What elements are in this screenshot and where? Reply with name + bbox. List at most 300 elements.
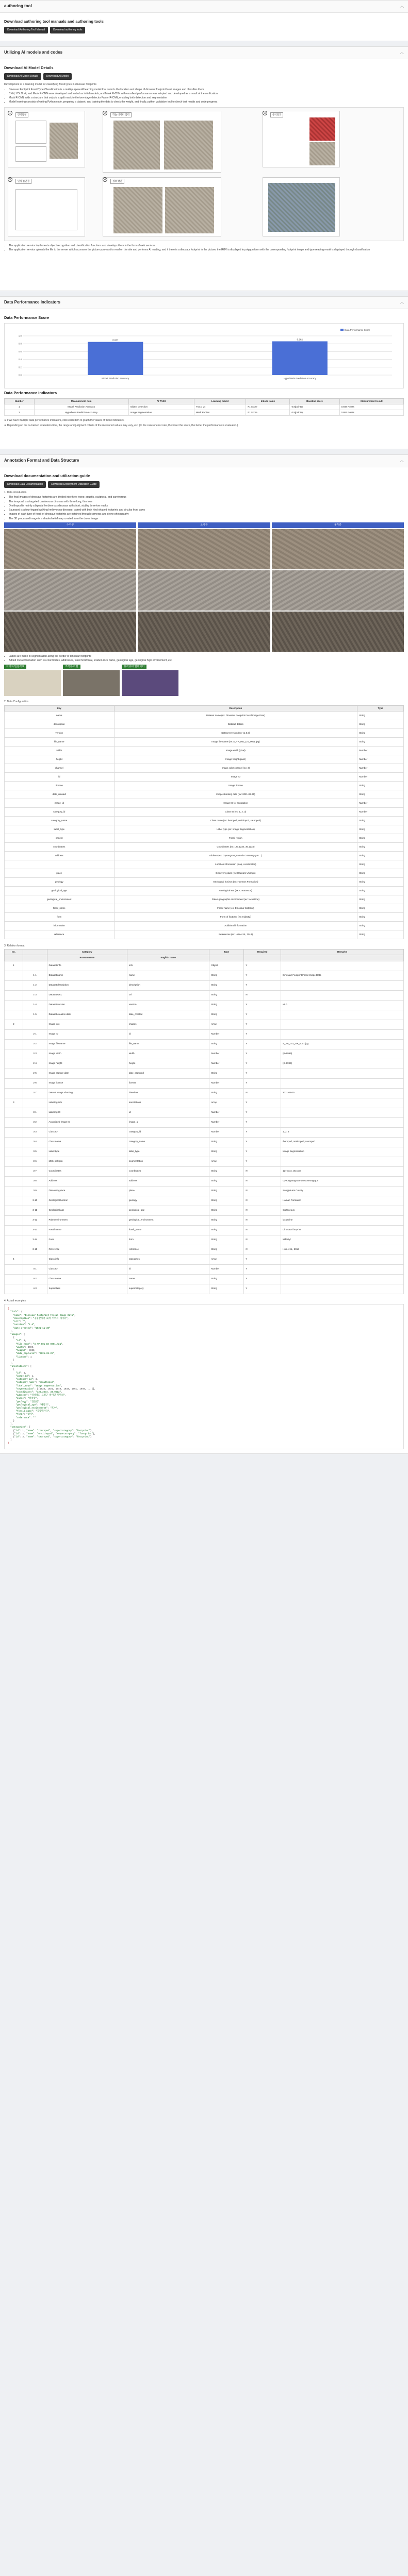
- table-cell: Form of footprint (ex: tridactyl): [114, 912, 357, 921]
- table-cell: 2-6: [23, 1078, 47, 1088]
- section-title: Utilizing AI models and codes: [4, 49, 63, 55]
- table-row: [5, 746, 404, 755]
- table-cell: height: [127, 1059, 209, 1069]
- table-cell: String: [209, 1010, 244, 1020]
- step-label: 인식 불안정: [15, 179, 31, 184]
- table-cell: Object: [209, 961, 244, 971]
- table-cell: geological_environment: [5, 895, 115, 904]
- table-row: [5, 755, 404, 764]
- table-cell: String: [209, 1147, 244, 1157]
- table-cell: Class ID: [47, 1264, 127, 1274]
- section-title: authoring tool: [4, 4, 32, 9]
- table-cell: 2-7: [23, 1088, 47, 1098]
- table-row: [5, 1010, 404, 1020]
- table-cell: String: [209, 1069, 244, 1078]
- table-row: [5, 816, 404, 825]
- table-cell: Image Segmentation: [128, 410, 194, 416]
- table-cell: 3-5: [23, 1147, 47, 1157]
- table-row: [5, 799, 404, 807]
- table-cell: coordinates: [5, 842, 115, 851]
- table-cell: String: [209, 1137, 244, 1147]
- column-header: Number: [5, 399, 35, 404]
- table-cell: Hypothesis Prediction Accuracy: [34, 410, 128, 416]
- table-cell: Cretaceous: [281, 1206, 403, 1215]
- table-cell: [5, 1108, 23, 1117]
- table-cell: Y: [244, 1020, 281, 1029]
- table-cell: String: [209, 1284, 244, 1294]
- table-cell: String: [209, 1225, 244, 1235]
- download-tools-button[interactable]: Download authoring tools: [50, 27, 85, 33]
- column-header: English name: [127, 955, 209, 961]
- table-row: [5, 1127, 404, 1137]
- column-header: Category: [47, 950, 127, 955]
- table-cell: 1-1: [23, 971, 47, 980]
- step-label: 분석결과: [270, 112, 283, 117]
- table-row: [5, 1186, 404, 1196]
- table-cell: Additional information: [114, 921, 357, 930]
- table-cell: (0~9999): [281, 1049, 403, 1059]
- download-documentation-button[interactable]: Download Data Documentation: [4, 481, 46, 488]
- annotation-section: [0, 454, 408, 1454]
- chevron-up-icon[interactable]: ︿: [400, 4, 404, 9]
- table-cell: String: [357, 930, 404, 939]
- table-cell: Y: [244, 1108, 281, 1117]
- table-cell: width: [5, 746, 115, 755]
- table-cell: String: [209, 1088, 244, 1098]
- table-cell: Dataset info: [47, 961, 127, 971]
- table-cell: [5, 1137, 23, 1147]
- table-cell: description: [127, 980, 209, 990]
- table-cell: Image info: [47, 1020, 127, 1029]
- column-header: Remarks: [281, 950, 403, 955]
- step-number: 3: [263, 111, 267, 115]
- footprint-photo: [113, 187, 162, 233]
- ai-bullet-list-2: [4, 244, 404, 252]
- table-cell: 3-13: [23, 1225, 47, 1235]
- table-cell: geological_environment: [127, 1215, 209, 1225]
- type-label: 용각류: [272, 522, 404, 528]
- table-cell: Y: [244, 1039, 281, 1049]
- table-row: [5, 851, 404, 860]
- step-number: 4: [103, 177, 107, 182]
- chart-heading: Data Performance Score: [4, 315, 50, 320]
- table-cell: geology: [127, 1196, 209, 1206]
- table-row: [5, 1147, 404, 1157]
- table-cell: 1: [5, 404, 35, 410]
- table-cell: 1-3: [23, 990, 47, 1000]
- bullet-item: • Model learning consists of writing Python code, preparing a dataset, and training the data to check the weight, and finally, python validation tool to check test results and code progress: [9, 100, 404, 104]
- table-cell: categories: [127, 1255, 209, 1264]
- table-row: [5, 1069, 404, 1078]
- table-cell: supercategory: [127, 1284, 209, 1294]
- table-cell: description: [5, 720, 115, 728]
- table-cell: Array: [209, 1098, 244, 1108]
- table-row: [5, 728, 404, 737]
- table-cell: 4-2: [23, 1274, 47, 1284]
- table-cell: String: [357, 877, 404, 886]
- section-title: Data Performance Indicators: [4, 300, 60, 305]
- data-label: 0.847: [112, 338, 119, 342]
- table-cell: [5, 1127, 23, 1137]
- table-cell: [5, 1196, 23, 1206]
- table-cell: reference: [127, 1245, 209, 1255]
- table-cell: YOLO v4: [194, 404, 246, 410]
- table-cell: Y: [244, 1284, 281, 1294]
- table-cell: String: [357, 912, 404, 921]
- table-cell: Geological horizon: [47, 1196, 127, 1206]
- chevron-up-icon[interactable]: ︿: [400, 300, 404, 305]
- app-screen: [15, 121, 46, 144]
- table-cell: String: [209, 1166, 244, 1176]
- table-cell: Y: [244, 1049, 281, 1059]
- table-cell: Y: [244, 1147, 281, 1157]
- table-row: [5, 1176, 404, 1186]
- performance-table: [4, 398, 404, 416]
- label-example-image: [122, 670, 178, 696]
- table-cell: String: [357, 842, 404, 851]
- table-cell: [281, 1078, 403, 1088]
- column-header: Baseline score: [290, 399, 339, 404]
- column-header: Key: [5, 705, 115, 711]
- column-header: AI TASK: [128, 399, 194, 404]
- table-cell: annotations: [127, 1098, 209, 1108]
- table-cell: String: [209, 971, 244, 980]
- table-cell: String: [209, 980, 244, 990]
- table-cell: date_captured: [127, 1069, 209, 1078]
- table-cell: S_YP_001_DX_0001.jpg: [281, 1039, 403, 1049]
- download-guide-button[interactable]: Download Deployment Utilization Guide: [48, 481, 100, 488]
- table-cell: 0.8(points): [290, 410, 339, 416]
- table-cell: 2021-09-25: [281, 1088, 403, 1098]
- table-row: [5, 410, 404, 416]
- ornithopod-image: [138, 612, 270, 652]
- config-heading: 2. Data Configuration: [4, 700, 29, 703]
- table-cell: Dataset URL: [47, 990, 127, 1000]
- table-cell: N: [244, 1088, 281, 1098]
- table-cell: 1, 2, 3: [281, 1127, 403, 1137]
- column-header: No.: [5, 950, 23, 955]
- table-cell: Location information (map, coordinates): [114, 860, 357, 869]
- table-cell: Image ID for annotation: [114, 799, 357, 807]
- table-cell: [5, 1000, 23, 1010]
- table-cell: Y: [244, 1059, 281, 1069]
- table-cell: 3-8: [23, 1176, 47, 1186]
- table-cell: 3-15: [23, 1245, 47, 1255]
- table-row: [5, 1215, 404, 1225]
- bullet-item: • Images of each type of fossil of dinosaur footprints are obtained through cameras and drone photography: [9, 513, 404, 516]
- table-cell: N: [244, 1186, 281, 1196]
- table-cell: Object Detection: [128, 404, 194, 410]
- table-row: [5, 1157, 404, 1166]
- table-cell: Mask R-CNN: [194, 410, 246, 416]
- table-row: [5, 1137, 404, 1147]
- table-cell: Number: [357, 764, 404, 772]
- table-cell: date_created: [127, 1010, 209, 1020]
- table-cell: date_created: [5, 790, 115, 799]
- column-header: [23, 955, 47, 961]
- table-cell: 3-2: [23, 1117, 47, 1127]
- table-cell: [5, 1049, 23, 1059]
- label-example-image: [63, 670, 120, 696]
- step-4: [103, 177, 221, 236]
- table-cell: 2-5: [23, 1069, 47, 1078]
- table-cell: String: [357, 720, 404, 728]
- table-cell: [281, 1117, 403, 1127]
- column-header: Korean name: [47, 955, 127, 961]
- table-cell: Y: [244, 1255, 281, 1264]
- theropod-image: [4, 612, 136, 652]
- table-cell: file_name: [5, 737, 115, 746]
- column-header: Measurement item: [34, 399, 128, 404]
- step-5: [8, 177, 85, 236]
- config-table: [4, 705, 404, 939]
- table-cell: Label type: [47, 1147, 127, 1157]
- table-cell: Number: [209, 1264, 244, 1274]
- table-row: [5, 1029, 404, 1039]
- table-cell: (0~9999): [281, 1059, 403, 1069]
- table-cell: Y: [244, 1264, 281, 1274]
- table-cell: geological_age: [127, 1206, 209, 1215]
- annotation-bullets: [4, 496, 404, 520]
- table-cell: Y: [244, 1000, 281, 1010]
- table-cell: [5, 1186, 23, 1196]
- sauropod-image: [272, 570, 404, 611]
- table-cell: [281, 1010, 403, 1020]
- table-row: [5, 1196, 404, 1206]
- table-cell: id: [5, 772, 115, 781]
- table-cell: [5, 1117, 23, 1127]
- table-cell: [5, 1284, 23, 1294]
- table-cell: 3-14: [23, 1235, 47, 1245]
- table-cell: license: [127, 1078, 209, 1088]
- chevron-up-icon[interactable]: ︿: [400, 49, 404, 55]
- table-cell: Image file name (ex: S_YP_001_DX_0001.jpg): [114, 737, 357, 746]
- table-cell: Paleoenvironment: [47, 1215, 127, 1225]
- table-cell: Image width (pixel): [114, 746, 357, 755]
- table-cell: 1-2: [23, 980, 47, 990]
- bullet-item: • Dinosaur Footprint Fossil Type Classification is a multi-purpose AI learning model that detects the location and shape of dinosaur footprint fossil images and classifies them: [9, 88, 404, 92]
- column-header: Type: [209, 950, 244, 955]
- ai-model-header[interactable]: [0, 47, 408, 59]
- table-cell: String: [209, 1245, 244, 1255]
- bullet-item: • Mask R-CNN adds a structure that outputs a split mask to the two-stage detector Faster R-CNN, enabling both detection and segmentation: [9, 96, 404, 100]
- table-cell: [5, 1059, 23, 1069]
- bar: [88, 342, 143, 375]
- table-cell: Image file name: [47, 1039, 127, 1049]
- table-row: [5, 1117, 404, 1127]
- table-cell: Number: [357, 799, 404, 807]
- bullet-item: • The temporal is a targeted carnivorous dinosaur with three-long, thin toes: [9, 500, 404, 504]
- table-cell: N: [244, 1215, 281, 1225]
- table-row: [5, 834, 404, 842]
- annotation-header[interactable]: [0, 455, 408, 467]
- y-tick-label: 0.2: [18, 366, 22, 369]
- table-row: [5, 921, 404, 930]
- table-cell: info: [127, 961, 209, 971]
- table-cell: N: [244, 1235, 281, 1245]
- download-ai-model-button[interactable]: Download AI Model: [43, 73, 72, 80]
- table-cell: String: [357, 921, 404, 930]
- bullet-item: • CNN, YOLO v4, and Mask R-CNN were developed and tested as initial models, and Mask R-CNN with excellent performance was adopted and developed as a result of the verification: [9, 92, 404, 96]
- table-row: [5, 895, 404, 904]
- table-row: [5, 1078, 404, 1088]
- sauropod-image: [272, 612, 404, 652]
- table-cell: reference: [5, 930, 115, 939]
- table-cell: place: [127, 1186, 209, 1196]
- table-cell: String: [357, 711, 404, 720]
- table-row: [5, 869, 404, 877]
- table-row: [5, 904, 404, 912]
- table-cell: [5, 1010, 23, 1020]
- table-cell: Mark polygon: [47, 1157, 127, 1166]
- table-cell: Image shooting date (ex: 2021-09-25): [114, 790, 357, 799]
- table-cell: 2-3: [23, 1049, 47, 1059]
- table-cell: String: [357, 816, 404, 825]
- table-cell: [281, 1098, 403, 1108]
- table-cell: Haman Formation: [281, 1196, 403, 1206]
- authoring-tool-header[interactable]: [0, 1, 408, 13]
- table-cell: Number: [209, 1029, 244, 1039]
- y-tick-label: 0.8: [18, 342, 22, 345]
- table-cell: String: [209, 1235, 244, 1245]
- table-cell: Number: [209, 1108, 244, 1117]
- table-cell: Y: [244, 1029, 281, 1039]
- column-header: Type: [357, 705, 404, 711]
- footprint-photo: [50, 123, 78, 159]
- table-cell: category_id: [5, 807, 115, 816]
- data-intro: 1. Data introduction: [4, 490, 27, 494]
- ai-bullet-list: [4, 88, 404, 105]
- table-cell: Image height: [47, 1059, 127, 1069]
- table-cell: Y: [244, 1098, 281, 1108]
- chevron-up-icon[interactable]: ︿: [400, 457, 404, 463]
- table-cell: N: [244, 1176, 281, 1186]
- table-cell: version: [127, 1000, 209, 1010]
- table-cell: String: [357, 904, 404, 912]
- table-cell: String: [209, 1186, 244, 1196]
- label-caption: 이미지/원본자료: [4, 665, 26, 669]
- download-ai-details-button[interactable]: Download AI Model Details: [4, 73, 41, 80]
- table-cell: name: [5, 711, 115, 720]
- table-cell: category_name: [5, 816, 115, 825]
- authoring-tool-section: [0, 0, 408, 41]
- table-cell: [281, 1020, 403, 1029]
- table-cell: Geological horizon (ex: Haenam Formation): [114, 877, 357, 886]
- table-cell: Image capture date: [47, 1069, 127, 1078]
- table-cell: Number: [357, 755, 404, 764]
- table-row: [5, 886, 404, 895]
- table-cell: Paleo-geographic environment (ex: lacustrine): [114, 895, 357, 904]
- table-cell: Image height (pixel): [114, 755, 357, 764]
- table-cell: Image license: [47, 1078, 127, 1088]
- subsection-title: Download authoring tool manuals and authoring tools: [4, 19, 104, 24]
- table-row: [5, 842, 404, 851]
- table-cell: Number: [209, 1059, 244, 1069]
- table-cell: [5, 1166, 23, 1176]
- column-header: Description: [114, 705, 357, 711]
- column-header: Learning model: [194, 399, 246, 404]
- label-caption: 조각류/라벨: [63, 665, 80, 669]
- table-cell: 3-6: [23, 1157, 47, 1166]
- table-cell: [281, 1255, 403, 1264]
- table-cell: Number: [357, 772, 404, 781]
- download-manual-button[interactable]: Download Authoring Tool Manual: [4, 27, 48, 33]
- table-cell: channel: [5, 764, 115, 772]
- table-cell: [281, 1274, 403, 1284]
- table-cell: [5, 1078, 23, 1088]
- table-cell: Dataset description: [47, 980, 127, 990]
- table-cell: 1: [5, 961, 23, 971]
- table-cell: Dataset name (ex: Dinosaur Footprint Fossil Image Data): [114, 711, 357, 720]
- table-cell: 127.xxxx, 35.xxxx: [281, 1166, 403, 1176]
- bullet-item: • Labels are made in segmentation along the border of dinosaur footprints: [9, 655, 404, 658]
- table-cell: 1-4: [23, 1000, 47, 1010]
- table-cell: Coordinates: [47, 1166, 127, 1176]
- table-row: [5, 1088, 404, 1098]
- table-cell: Associated image ID: [47, 1117, 127, 1127]
- table-cell: fossil_name: [127, 1225, 209, 1235]
- table-cell: [281, 990, 403, 1000]
- table-cell: [281, 961, 403, 971]
- table-cell: Dinosaur Footprint Fossil Image Data: [281, 971, 403, 980]
- table-row: [5, 807, 404, 816]
- table-row: [5, 790, 404, 799]
- table-row: [5, 1039, 404, 1049]
- table-row: [5, 720, 404, 728]
- table-cell: Y: [244, 961, 281, 971]
- table-cell: References (ex: Huh et al., 2013): [114, 930, 357, 939]
- table-heading: Data Performance Indicators: [4, 390, 57, 395]
- table-row: [5, 930, 404, 939]
- performance-chart: [4, 323, 404, 388]
- performance-header[interactable]: [0, 297, 408, 309]
- table-cell: Y: [244, 1274, 281, 1284]
- table-cell: datetime: [127, 1088, 209, 1098]
- table-cell: place: [5, 869, 115, 877]
- table-cell: id: [127, 1108, 209, 1117]
- type-label: 수각류: [4, 522, 136, 528]
- table-cell: String: [209, 1215, 244, 1225]
- table-cell: N: [244, 1245, 281, 1255]
- table-cell: Number: [209, 1117, 244, 1127]
- table-cell: 3-3: [23, 1127, 47, 1137]
- table-cell: project: [5, 834, 115, 842]
- table-cell: id: [127, 1264, 209, 1274]
- table-cell: [5, 1245, 23, 1255]
- table-cell: N: [244, 990, 281, 1000]
- label-example-image: [4, 670, 61, 696]
- table-cell: Huh et al., 2013: [281, 1245, 403, 1255]
- table-row: [5, 980, 404, 990]
- table-cell: Image ID: [47, 1029, 127, 1039]
- subsection-title: Download documentation and utilization guide: [4, 473, 90, 478]
- table-row: [5, 1255, 404, 1264]
- relation-table: [4, 949, 404, 1294]
- table-cell: information: [5, 921, 115, 930]
- table-cell: Fossil name (ex: Dinosaur footprint): [114, 904, 357, 912]
- table-cell: 2: [5, 410, 35, 416]
- table-cell: String: [357, 825, 404, 834]
- table-cell: 2-1: [23, 1029, 47, 1039]
- table-cell: id: [127, 1029, 209, 1039]
- table-cell: String: [357, 834, 404, 842]
- table-cell: Date of image shooting: [47, 1088, 127, 1098]
- table-cell: Sangjok-am County: [281, 1186, 403, 1196]
- table-cell: [5, 1088, 23, 1098]
- ai-intro: Development of a learning model for classifying fossil types in dinosaur footprints: [4, 82, 96, 86]
- table-cell: Model Prediction Accuracy: [34, 404, 128, 410]
- table-cell: Number: [357, 746, 404, 755]
